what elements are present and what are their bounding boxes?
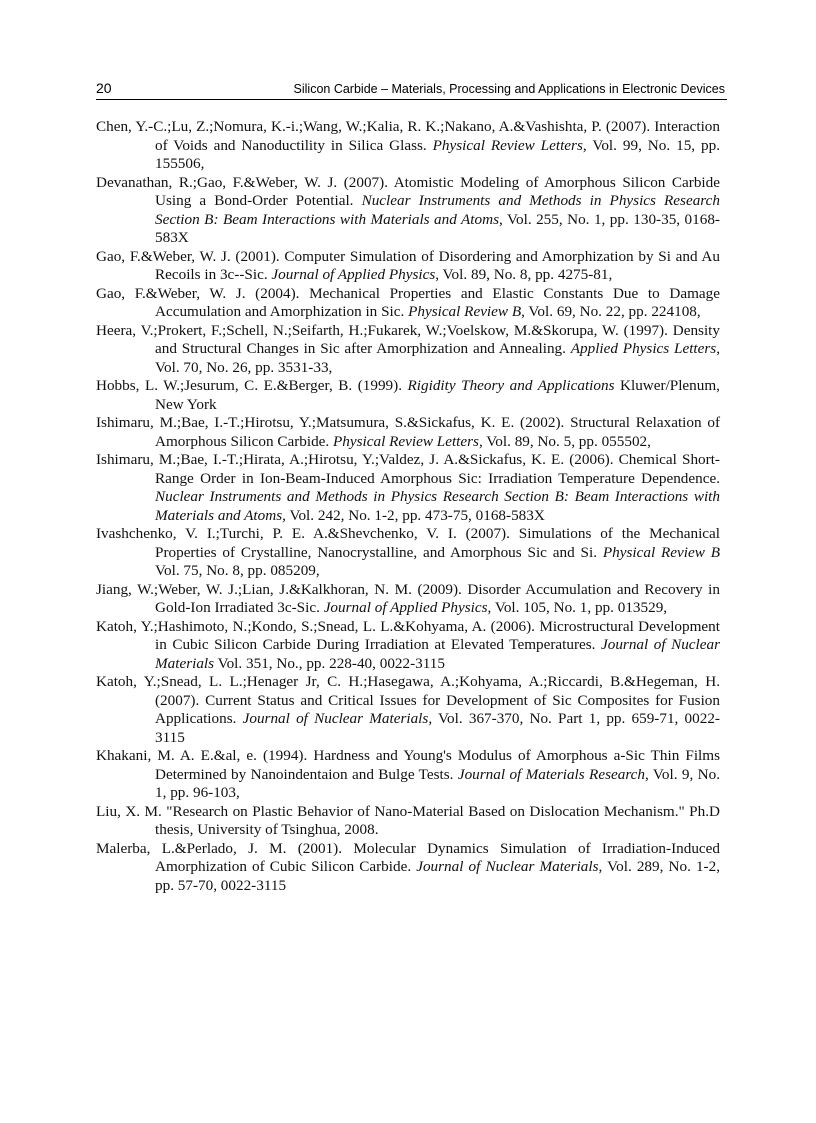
reference-details: , Vol. 367-370, No. Part 1, pp. 659-71, 0022-3115 [155,710,720,746]
reference-details: , Vol. 89, No. 8, pp. 4275-81, [435,266,613,283]
reference-details: Kluwer/Plenum, New York [155,377,720,413]
page-number: 20 [96,80,112,96]
reference-journal: Journal of Applied Physics [323,599,488,616]
reference-journal: Applied Physics Letters [570,340,717,357]
reference-item [96,581,720,618]
reference-text: Ivashchenko, V. I.;Turchi, P. E. A.&Shevchenko, V. I. (2007). Simulations of the Mechanical Properties of Crystalline, Nanocrystalline, and Amorphous Sic and Si. [96,525,720,561]
reference-text: Jiang, W.;Weber, W. J.;Lian, J.&Kalkhoran, N. M. (2009). Disorder Accumulation and Recovery in Gold-Ion Irradiated 3c-Sic. [96,580,720,616]
reference-list [96,118,720,895]
reference-item [96,673,720,747]
reference-details: Vol. 351, No., pp. 228-40, 0022-3115 [214,654,445,672]
running-title: Silicon Carbide – Materials, Processing and Applications in Electronic Devices [293,82,725,96]
reference-details: , Vol. 105, No. 1, pp. 013529, [487,599,668,616]
reference-item [96,414,720,451]
reference-text: Gao, F.&Weber, W. J. (2001). Computer Simulation of Disordering and Amorphization by Si and Au Recoils in 3c--Sic. [96,247,720,283]
page-header [96,80,727,100]
reference-text: Malerba, L.&Perlado, J. M. (2001). Molecular Dynamics Simulation of Irradiation-Induced Amorphization of Cubic Silicon Carbide. [96,839,720,875]
reference-journal: Nuclear Instruments and Methods in Physics Research Section B: Beam Interactions with Materials and Atoms [155,488,720,524]
reference-text: Devanathan, R.;Gao, F.&Weber, W. J. (2007). Atomistic Modeling of Amorphous Silicon Carbide Using a Bond-Order Potential. [96,173,720,209]
reference-item [96,525,720,581]
reference-text: Chen, Y.-C.;Lu, Z.;Nomura, K.-i.;Wang, W.;Kalia, R. K.;Nakano, A.&Vashishta, P. (2007). Interaction of Voids and Nanoductility in Silica Glass. [96,118,720,154]
reference-details: Vol. 75, No. 8, pp. 085209, [155,562,320,579]
reference-journal: Physical Review B [602,543,720,561]
reference-details: , Vol. 99, No. 15, pp. 155506, [155,136,721,172]
reference-journal: Physical Review Letters [432,136,583,154]
reference-text: Hobbs, L. W.;Jesurum, C. E.&Berger, B. (1999). [96,377,408,394]
reference-text: Khakani, M. A. E.&al, e. (1994). Hardness and Young's Modulus of Amorphous a-Sic Thin Films Determined by Nanoindentaion and Bulge Tests. [96,747,720,783]
reference-journal: Physical Review Letters [333,432,479,450]
reference-item [96,118,720,174]
reference-journal: Rigidity Theory and Applications [407,377,615,394]
reference-journal: Journal of Nuclear Materials [242,710,429,727]
reference-details: , Vol. 242, No. 1-2, pp. 473-75, 0168-583X [282,506,545,524]
reference-journal: Journal of Nuclear Materials [416,858,599,875]
reference-journal: Journal of Applied Physics [271,266,436,283]
reference-item [96,840,720,896]
reference-journal: Journal of Nuclear Materials [155,636,720,672]
reference-details: , Vol. 89, No. 5, pp. 055502, [478,432,651,450]
reference-details: , Vol. 289, No. 1-2, pp. 57-70, 0022-3115 [155,858,720,894]
reference-details: , Vol. 70, No. 26, pp. 3531-33, [155,340,720,376]
reference-text: Gao, F.&Weber, W. J. (2004). Mechanical Properties and Elastic Constants Due to Damage Accumulation and Amorphization in Sic. [96,284,720,320]
reference-item [96,248,720,285]
reference-item [96,377,720,414]
reference-item [96,285,720,322]
reference-item [96,451,720,525]
reference-text: Katoh, Y.;Hashimoto, N.;Kondo, S.;Snead, L. L.&Kohyama, A. (2006). Microstructural Development in Cubic Silicon Carbide During Irradiation at Elevated Temperatures. [96,617,720,653]
reference-text: Heera, V.;Prokert, F.;Schell, N.;Seifarth, H.;Fukarek, W.;Voelskow, M.&Skorupa, W. (1997). Density and Structural Changes in Sic after Amorphization and Annealing. [96,321,720,357]
reference-details: , Vol. 9, No. 1, pp. 96-103, [155,765,720,801]
reference-text: Ishimaru, M.;Bae, I.-T.;Hirotsu, Y.;Matsumura, S.&Sickafus, K. E. (2002). Structural Relaxation of Amorphous Silicon Carbide. [96,414,720,450]
reference-journal: Journal of Materials Research [457,765,645,783]
reference-text: Katoh, Y.;Snead, L. L.;Henager Jr, C. H.;Hasegawa, A.;Kohyama, A.;Riccardi, B.&Hegeman, H. (2007). Current Status and Critical Issues for Development of Sic Composites for Fusion Applications. [96,673,720,727]
reference-text: Ishimaru, M.;Bae, I.-T.;Hirata, A.;Hirotsu, Y.;Valdez, J. A.&Sickafus, K. E. (2006). Chemical Short-Range Order in Ion-Beam-Induced Amorphous Sic: Irradiation Temperature Dependence. [96,451,720,487]
reference-item [96,322,720,378]
reference-details: , Vol. 69, No. 22, pp. 224108, [521,303,701,320]
reference-journal: Nuclear Instruments and Methods in Physics Research Section B: Beam Interactions with Materials and Atoms [155,192,720,228]
reference-item [96,174,720,248]
reference-item [96,803,720,840]
reference-text: Liu, X. M. "Research on Plastic Behavior of Nano-Material Based on Dislocation Mechanism." Ph.D thesis, University of Tsinghua, 2008. [96,802,720,838]
reference-details: , Vol. 255, No. 1, pp. 130-35, 0168-583X [155,210,720,246]
reference-item [96,618,720,674]
reference-journal: Physical Review B [408,303,522,320]
reference-item [96,747,720,803]
